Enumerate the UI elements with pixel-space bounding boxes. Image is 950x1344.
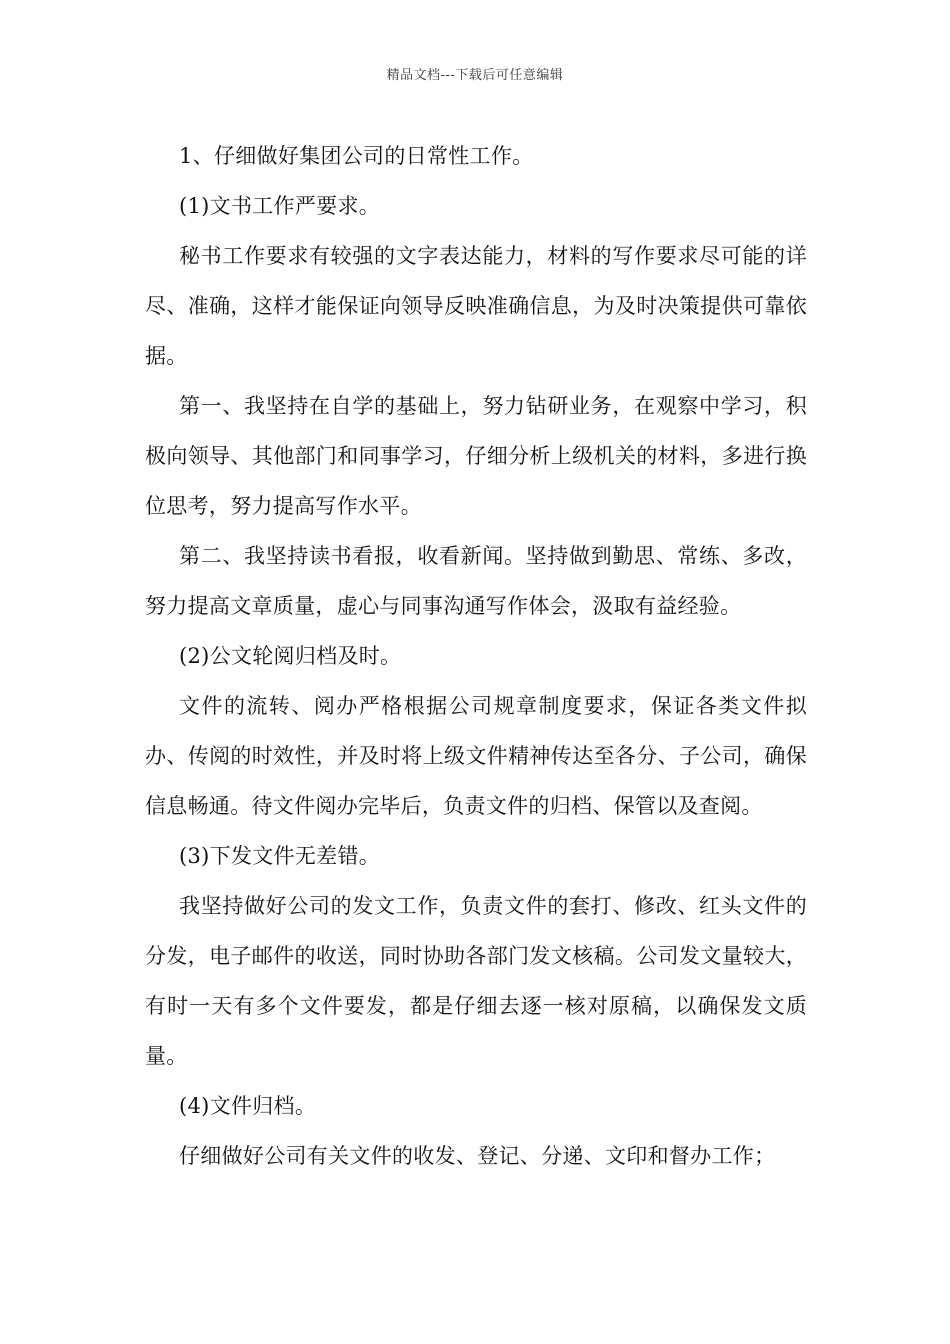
paragraph: 我坚持做好公司的发文工作，负责文件的套打、修改、红头文件的分发，电子邮件的收送，同时协助各部门发文核稿。公司发文量较大，有时一天有多个文件要发，都是仔细去逐一核对原稿，以确保发文质量。	[145, 894, 807, 1068]
paragraph: 第二、我坚持读书看报，收看新闻。坚持做到勤思、常练、多改，努力提高文章质量，虚心与同事沟通写作体会，汲取有益经验。	[145, 544, 807, 618]
paragraph-subheading: (2)公文轮阅归档及时。	[179, 644, 402, 668]
paragraph-subheading: (1)文书工作严要求。	[179, 194, 381, 218]
paragraph: 秘书工作要求有较强的文字表达能力，材料的写作要求尽可能的详尽、准确，这样才能保证向领导反映准确信息，为及时决策提供可靠依据。	[145, 244, 807, 368]
paragraph-subheading: (4)文件归档。	[179, 1094, 317, 1118]
page-header: 精品文档---下载后可任意编辑	[386, 68, 564, 83]
paragraph-section-heading: 1、仔细做好集团公司的日常性工作。	[179, 144, 534, 168]
paragraph: 仔细做好公司有关文件的收发、登记、分递、文印和督办工作；	[179, 1144, 776, 1168]
paragraph: 文件的流转、阅办严格根据公司规章制度要求，保证各类文件拟办、传阅的时效性，并及时将上级文件精神传达至各分、子公司，确保信息畅通。待文件阅办完毕后，负责文件的归档、保管以及查阅。	[145, 694, 807, 818]
paragraph: 第一、我坚持在自学的基础上，努力钻研业务，在观察中学习，积极向领导、其他部门和同事学习，仔细分析上级机关的材料，多进行换位思考，努力提高写作水平。	[145, 394, 807, 518]
paragraph-subheading: (3)下发文件无差错。	[179, 844, 381, 868]
document-body	[145, 131, 807, 1181]
